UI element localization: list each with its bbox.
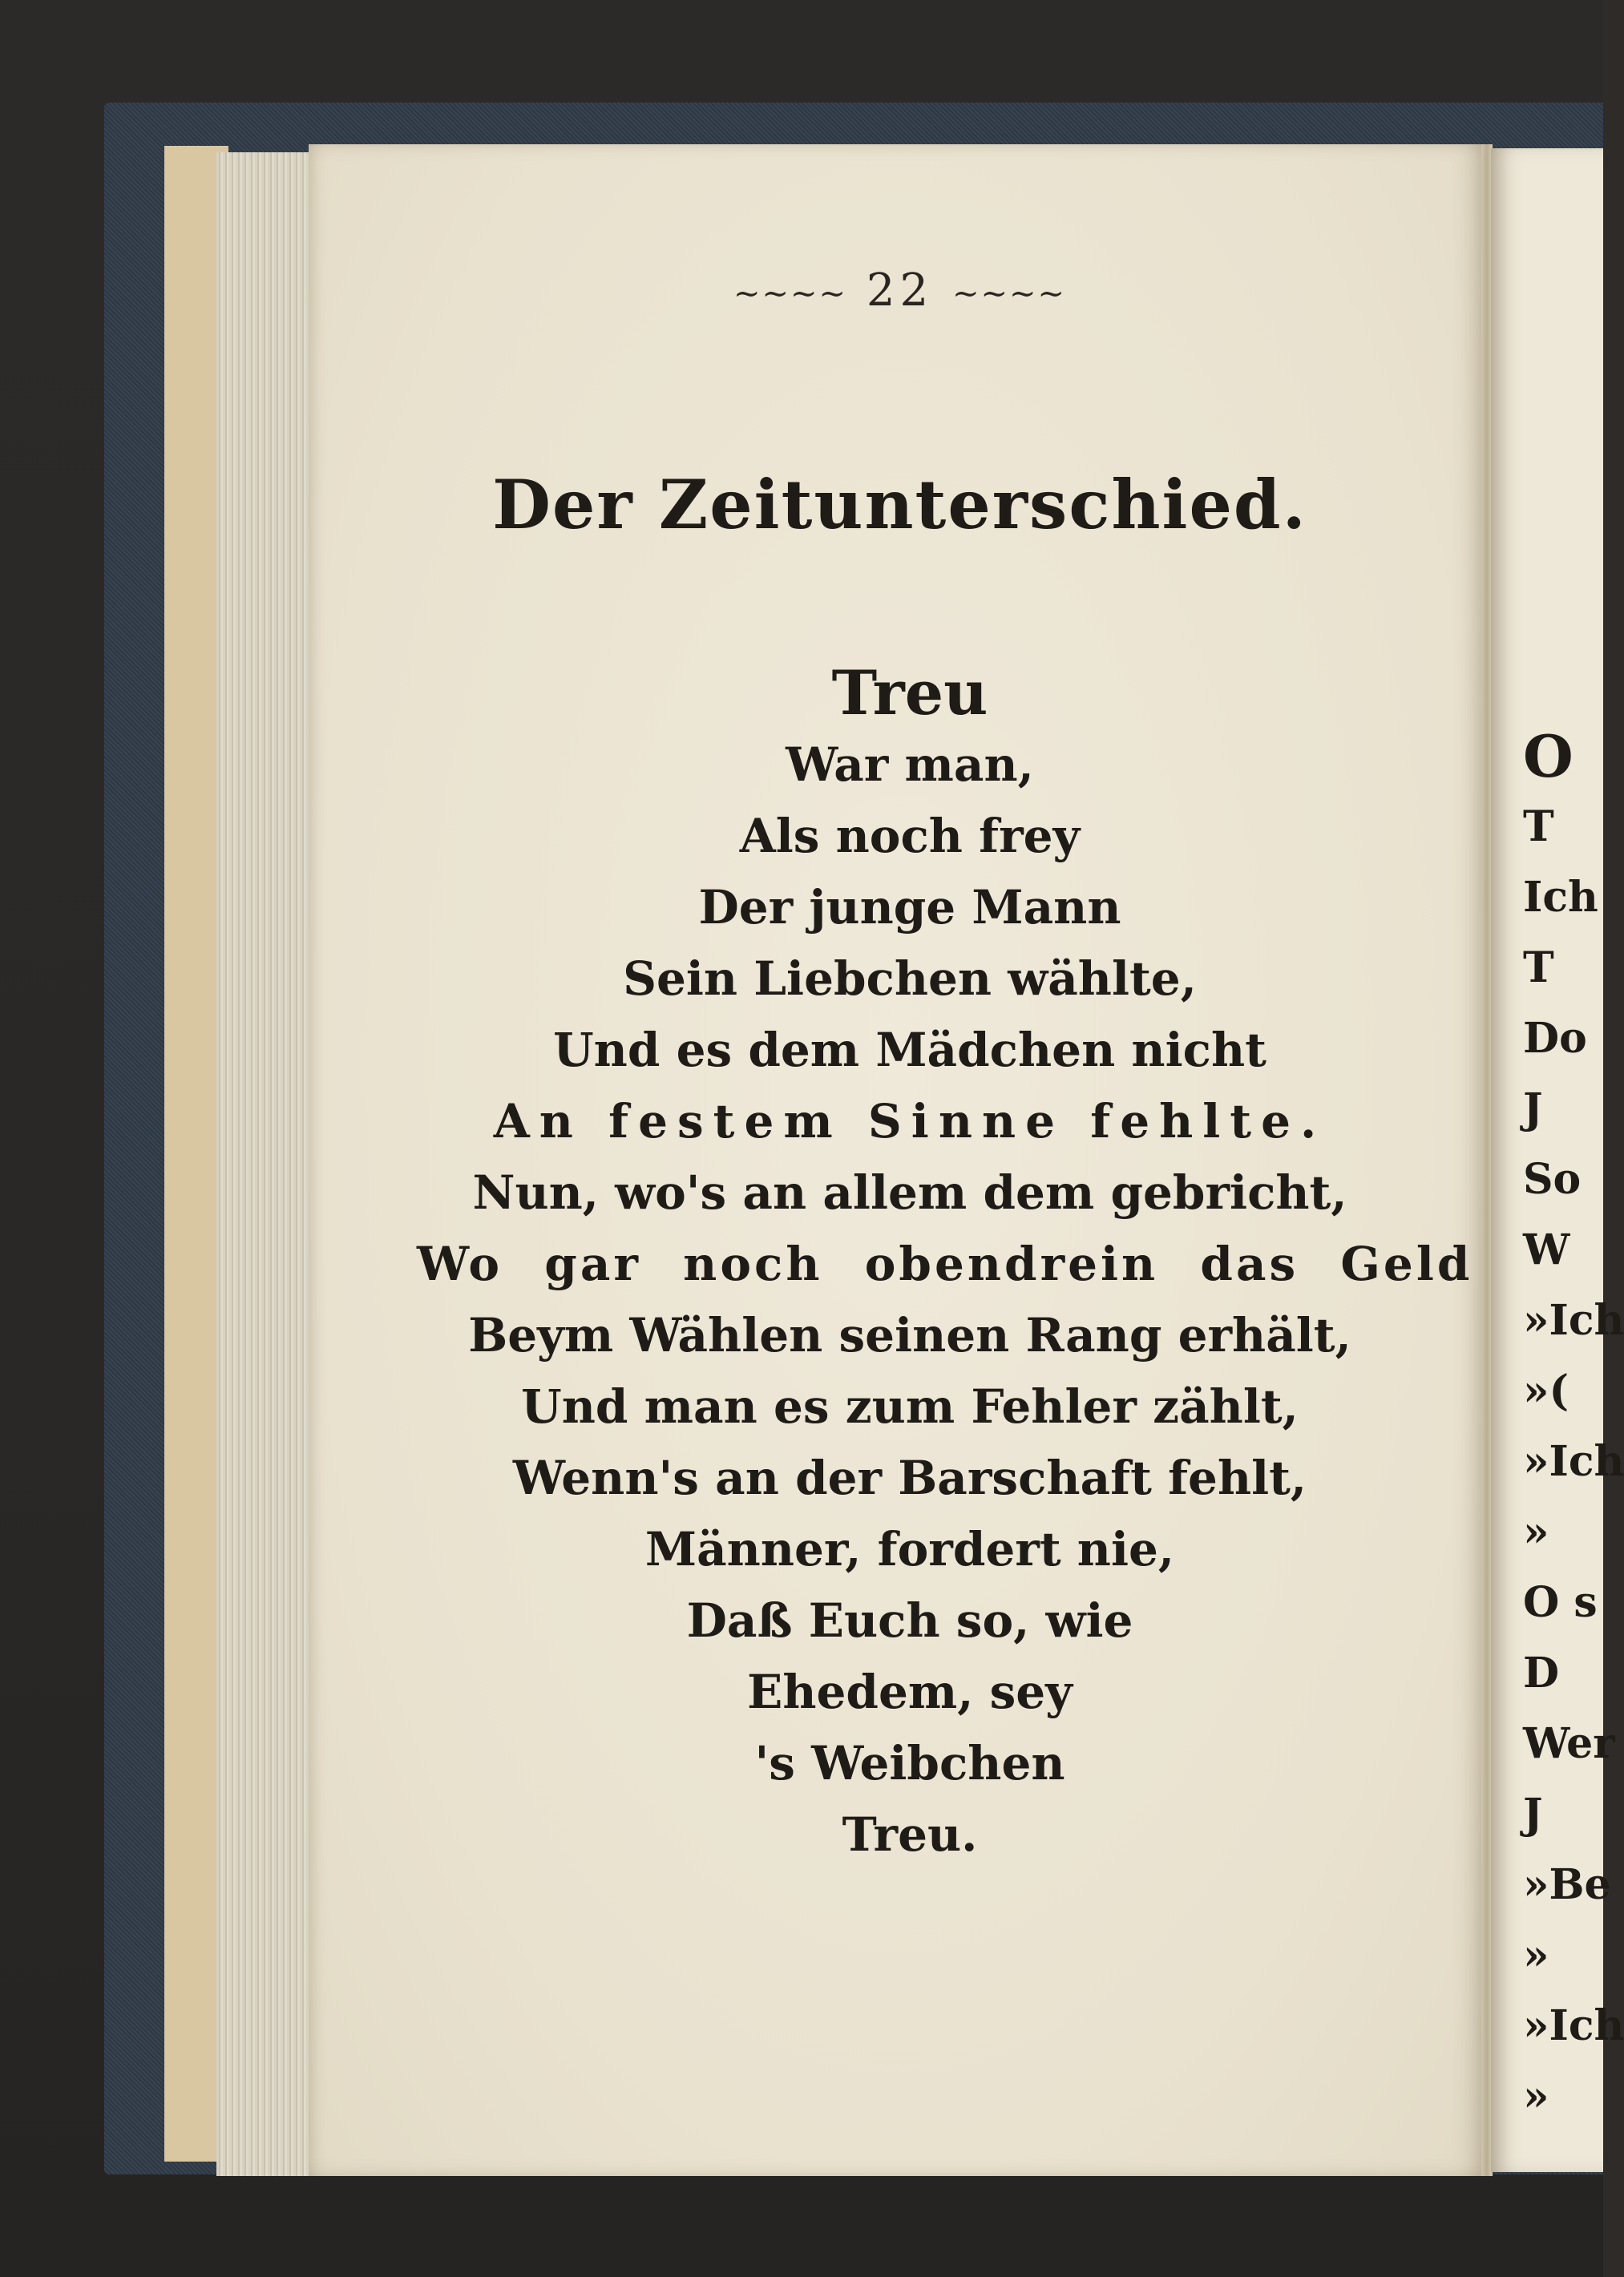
poem-line: Und man es zum Fehler zählt, [521, 1379, 1299, 1434]
right-page-line: J [1523, 1084, 1543, 1133]
right-page-line: J [1523, 1790, 1543, 1839]
poem-line: Daß Euch so, wie [686, 1593, 1133, 1648]
right-page-line: Wer [1523, 1719, 1615, 1768]
poem-line: Männer, fordert nie, [644, 1522, 1175, 1577]
poem-line: War man, [786, 737, 1034, 792]
poem-line: 's Weibchen [754, 1736, 1065, 1791]
poem-line: Beym Wählen seinen Rang erhält, [468, 1308, 1351, 1363]
poem-line: Treu. [842, 1807, 978, 1862]
right-page-line: »( [1523, 1367, 1569, 1415]
poem-line: An festem Sinne fehlte. [493, 1094, 1327, 1149]
right-page-line: »Ich [1523, 2001, 1624, 2050]
page-number: 22 [866, 264, 934, 317]
poem-line: Treu [831, 657, 988, 729]
right-page-line: T [1523, 802, 1554, 851]
poem-line: Sein Liebchen wählte, [623, 951, 1197, 1006]
right-page-line: O s [1523, 1578, 1598, 1627]
right-page-line: So [1523, 1155, 1582, 1204]
poem-line: Nun, wo's an allem dem gebricht, [472, 1165, 1347, 1220]
right-page-line: Ich [1523, 873, 1598, 922]
poem-line: Ehedem, sey [747, 1665, 1073, 1719]
right-page-line: W [1523, 1225, 1570, 1274]
poem-line: Der junge Mann [698, 880, 1121, 935]
right-page-line: »Be [1523, 1860, 1611, 1909]
poem-line: Und es dem Mädchen nicht [553, 1023, 1266, 1077]
page-edges [216, 152, 321, 2176]
poem-line: Wenn's an der Barschaft fehlt, [512, 1451, 1307, 1505]
right-page-line: » [1523, 1931, 1549, 1980]
page-header [309, 264, 1491, 317]
right-page-line: T [1523, 943, 1554, 992]
right-page-line: Do [1523, 1014, 1587, 1063]
right-page-text [1523, 721, 1624, 2132]
right-page-line: »Ich [1523, 1437, 1624, 1486]
right-page-line: D [1523, 1649, 1560, 1698]
poem-line: Als noch frey [739, 809, 1081, 863]
poem-title: Der Zeitunterschied. [492, 465, 1307, 544]
right-page-line: » [1523, 2072, 1549, 2121]
poem-body [417, 633, 1473, 1871]
ornament-left: ~~~~ [733, 275, 848, 313]
right-page-line: O [1523, 722, 1574, 790]
right-page-line: » [1523, 1508, 1549, 1556]
ornament-right: ~~~~ [951, 275, 1066, 313]
right-page-line: »Ich [1523, 1296, 1624, 1345]
poem-line: Wo gar noch obendrein das Geld [417, 1237, 1473, 1291]
